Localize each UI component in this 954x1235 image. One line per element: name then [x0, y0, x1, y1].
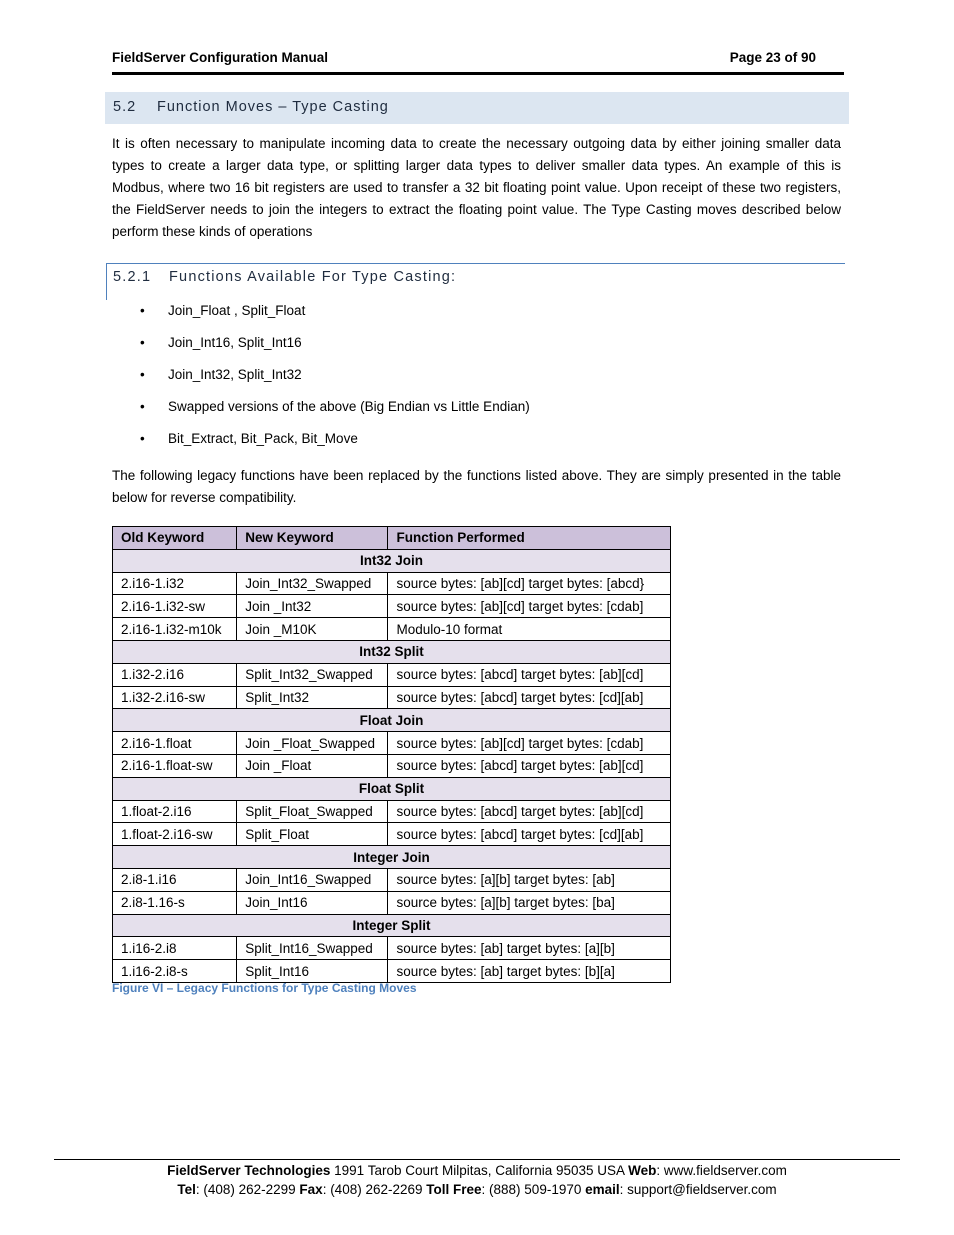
bullet-icon: •: [140, 303, 145, 318]
list-item: • Join_Float , Split_Float: [140, 300, 530, 332]
footer-fax: : (408) 262-2269: [322, 1182, 427, 1197]
manual-title: FieldServer Configuration Manual: [112, 50, 329, 65]
old-keyword-cell: 2.i8-1.i16: [113, 868, 237, 891]
new-keyword-cell: Split_Int32_Swapped: [237, 663, 388, 686]
page-number: Page 23 of 90: [729, 50, 816, 65]
bullet-icon: •: [140, 367, 145, 382]
bullet-icon: •: [140, 431, 145, 446]
table-row: [113, 595, 671, 618]
new-keyword-cell: Split_Int16_Swapped: [237, 937, 388, 960]
old-keyword-cell: 1.float-2.i16: [113, 800, 237, 823]
table-row: [113, 754, 671, 777]
footer-web-label: Web: [628, 1163, 657, 1178]
new-keyword-cell: Join _M10K: [237, 618, 388, 641]
new-keyword-cell: Split_Int16: [237, 960, 388, 983]
function-cell: Modulo-10 format: [388, 618, 671, 641]
old-keyword-cell: 2.i8-1.16-s: [113, 891, 237, 914]
table-row: [113, 618, 671, 641]
table-row: [113, 663, 671, 686]
table-row: [113, 868, 671, 891]
function-cell: source bytes: [a][b] target bytes: [ab]: [388, 868, 671, 891]
old-keyword-cell: 2.i16-1.i32-m10k: [113, 618, 237, 641]
function-list: [140, 300, 530, 460]
new-keyword-cell: Join_Int16: [237, 891, 388, 914]
function-cell: source bytes: [a][b] target bytes: [ba]: [388, 891, 671, 914]
old-keyword-cell: 1.i16-2.i8-s: [113, 960, 237, 983]
old-keyword-cell: 1.i16-2.i8: [113, 937, 237, 960]
subsection-title: Functions Available For Type Casting:: [169, 269, 457, 285]
section-title: Function Moves – Type Casting: [157, 99, 389, 115]
table-row: [113, 732, 671, 755]
footer-fax-label: Fax: [299, 1182, 323, 1197]
function-cell: source bytes: [ab] target bytes: [a][b]: [388, 937, 671, 960]
function-cell: source bytes: [abcd] target bytes: [ab][cd]: [388, 800, 671, 823]
new-keyword-cell: Join _Float: [237, 754, 388, 777]
footer-company: FieldServer Technologies: [167, 1163, 331, 1178]
new-keyword-cell: Split_Float: [237, 823, 388, 846]
footer-web: : www.fieldserver.com: [656, 1163, 787, 1178]
table-row: [113, 800, 671, 823]
intro-paragraph: It is often necessary to manipulate incoming data to create the necessary outgoing data by either joining smaller data types to create a larger data type, or splitting larger data types to deliver smaller data types. An example of this is Modbus, where two 16 bit registers are used to transfer a 32 bit floating point value. Upon receipt of these two registers, the FieldServer needs to join the integers to extract the floating point value. The Type Casting moves described below perform these kinds of operations: [112, 136, 841, 239]
footer-line-1: [54, 1163, 900, 1178]
group-label: Float Split: [113, 777, 671, 800]
function-cell: source bytes: [abcd] target bytes: [ab][cd]: [388, 663, 671, 686]
function-cell: source bytes: [abcd] target bytes: [ab][cd]: [388, 754, 671, 777]
group-label: Float Join: [113, 709, 671, 732]
old-keyword-cell: 1.float-2.i16-sw: [113, 823, 237, 846]
table-row: [113, 823, 671, 846]
function-cell: source bytes: [ab][cd] target bytes: [cdab]: [388, 595, 671, 618]
table-group-row: [113, 914, 671, 937]
footer-email-label: email: [585, 1182, 620, 1197]
subsection-heading: [106, 263, 845, 300]
header-divider: [112, 72, 844, 75]
function-cell: source bytes: [abcd] target bytes: [cd][ab]: [388, 686, 671, 709]
new-keyword-cell: Join_Int32_Swapped: [237, 572, 388, 595]
group-label: Int32 Split: [113, 640, 671, 663]
new-keyword-cell: Join _Float_Swapped: [237, 732, 388, 755]
list-item: • Join_Int16, Split_Int16: [140, 332, 530, 364]
bullet-icon: •: [140, 399, 145, 414]
table-header-row: [113, 527, 671, 550]
group-label: Integer Split: [113, 914, 671, 937]
list-item: • Bit_Extract, Bit_Pack, Bit_Move: [140, 428, 530, 460]
footer-tel: : (408) 262-2299: [195, 1182, 300, 1197]
list-item: • Join_Int32, Split_Int32: [140, 364, 530, 396]
list-item: • Swapped versions of the above (Big Endian vs Little Endian): [140, 396, 530, 428]
function-cell: source bytes: [abcd] target bytes: [cd][ab]: [388, 823, 671, 846]
group-label: Integer Join: [113, 846, 671, 869]
footer-tollfree: : (888) 509-1970: [481, 1182, 586, 1197]
section-number: 5.2: [113, 99, 137, 115]
column-header: New Keyword: [237, 527, 388, 550]
new-keyword-cell: Split_Int32: [237, 686, 388, 709]
table-row: [113, 686, 671, 709]
subsection-number: 5.2.1: [113, 269, 152, 285]
bullet-icon: •: [140, 335, 145, 350]
table-group-row: [113, 549, 671, 572]
new-keyword-cell: Join _Int32: [237, 595, 388, 618]
old-keyword-cell: 2.i16-1.i32: [113, 572, 237, 595]
old-keyword-cell: 2.i16-1.float: [113, 732, 237, 755]
function-cell: source bytes: [ab][cd] target bytes: [abcd}: [388, 572, 671, 595]
function-cell: source bytes: [ab][cd] target bytes: [cdab]: [388, 732, 671, 755]
footer-tollfree-label: Toll Free: [426, 1182, 482, 1197]
table-group-row: [113, 709, 671, 732]
footer-tel-label: Tel: [177, 1182, 196, 1197]
legacy-functions-table: [112, 526, 671, 983]
old-keyword-cell: 1.i32-2.i16-sw: [113, 686, 237, 709]
table-row: [113, 960, 671, 983]
table-group-row: [113, 640, 671, 663]
table-group-row: [113, 846, 671, 869]
figure-caption: Figure VI – Legacy Functions for Type Casting Moves: [112, 981, 417, 995]
legacy-paragraph: The following legacy functions have been replaced by the functions listed above. They are simply presented in the table below for reverse compatibility.: [112, 468, 841, 505]
table-row: [113, 937, 671, 960]
column-header: Old Keyword: [113, 527, 237, 550]
footer-address: 1991 Tarob Court Milpitas, California 95035 USA: [330, 1163, 629, 1178]
old-keyword-cell: 2.i16-1.i32-sw: [113, 595, 237, 618]
table-row: [113, 572, 671, 595]
column-header: Function Performed: [388, 527, 671, 550]
table-group-row: [113, 777, 671, 800]
group-label: Int32 Join: [113, 549, 671, 572]
section-heading: [105, 92, 849, 124]
table-row: [113, 891, 671, 914]
function-cell: source bytes: [ab] target bytes: [b][a]: [388, 960, 671, 983]
footer-line-2: [54, 1182, 900, 1197]
old-keyword-cell: 1.i32-2.i16: [113, 663, 237, 686]
new-keyword-cell: Split_Float_Swapped: [237, 800, 388, 823]
footer-email: : support@fieldserver.com: [619, 1182, 777, 1197]
footer-divider: [54, 1159, 900, 1160]
page-header: [112, 50, 844, 70]
old-keyword-cell: 2.i16-1.float-sw: [113, 754, 237, 777]
new-keyword-cell: Join_Int16_Swapped: [237, 868, 388, 891]
